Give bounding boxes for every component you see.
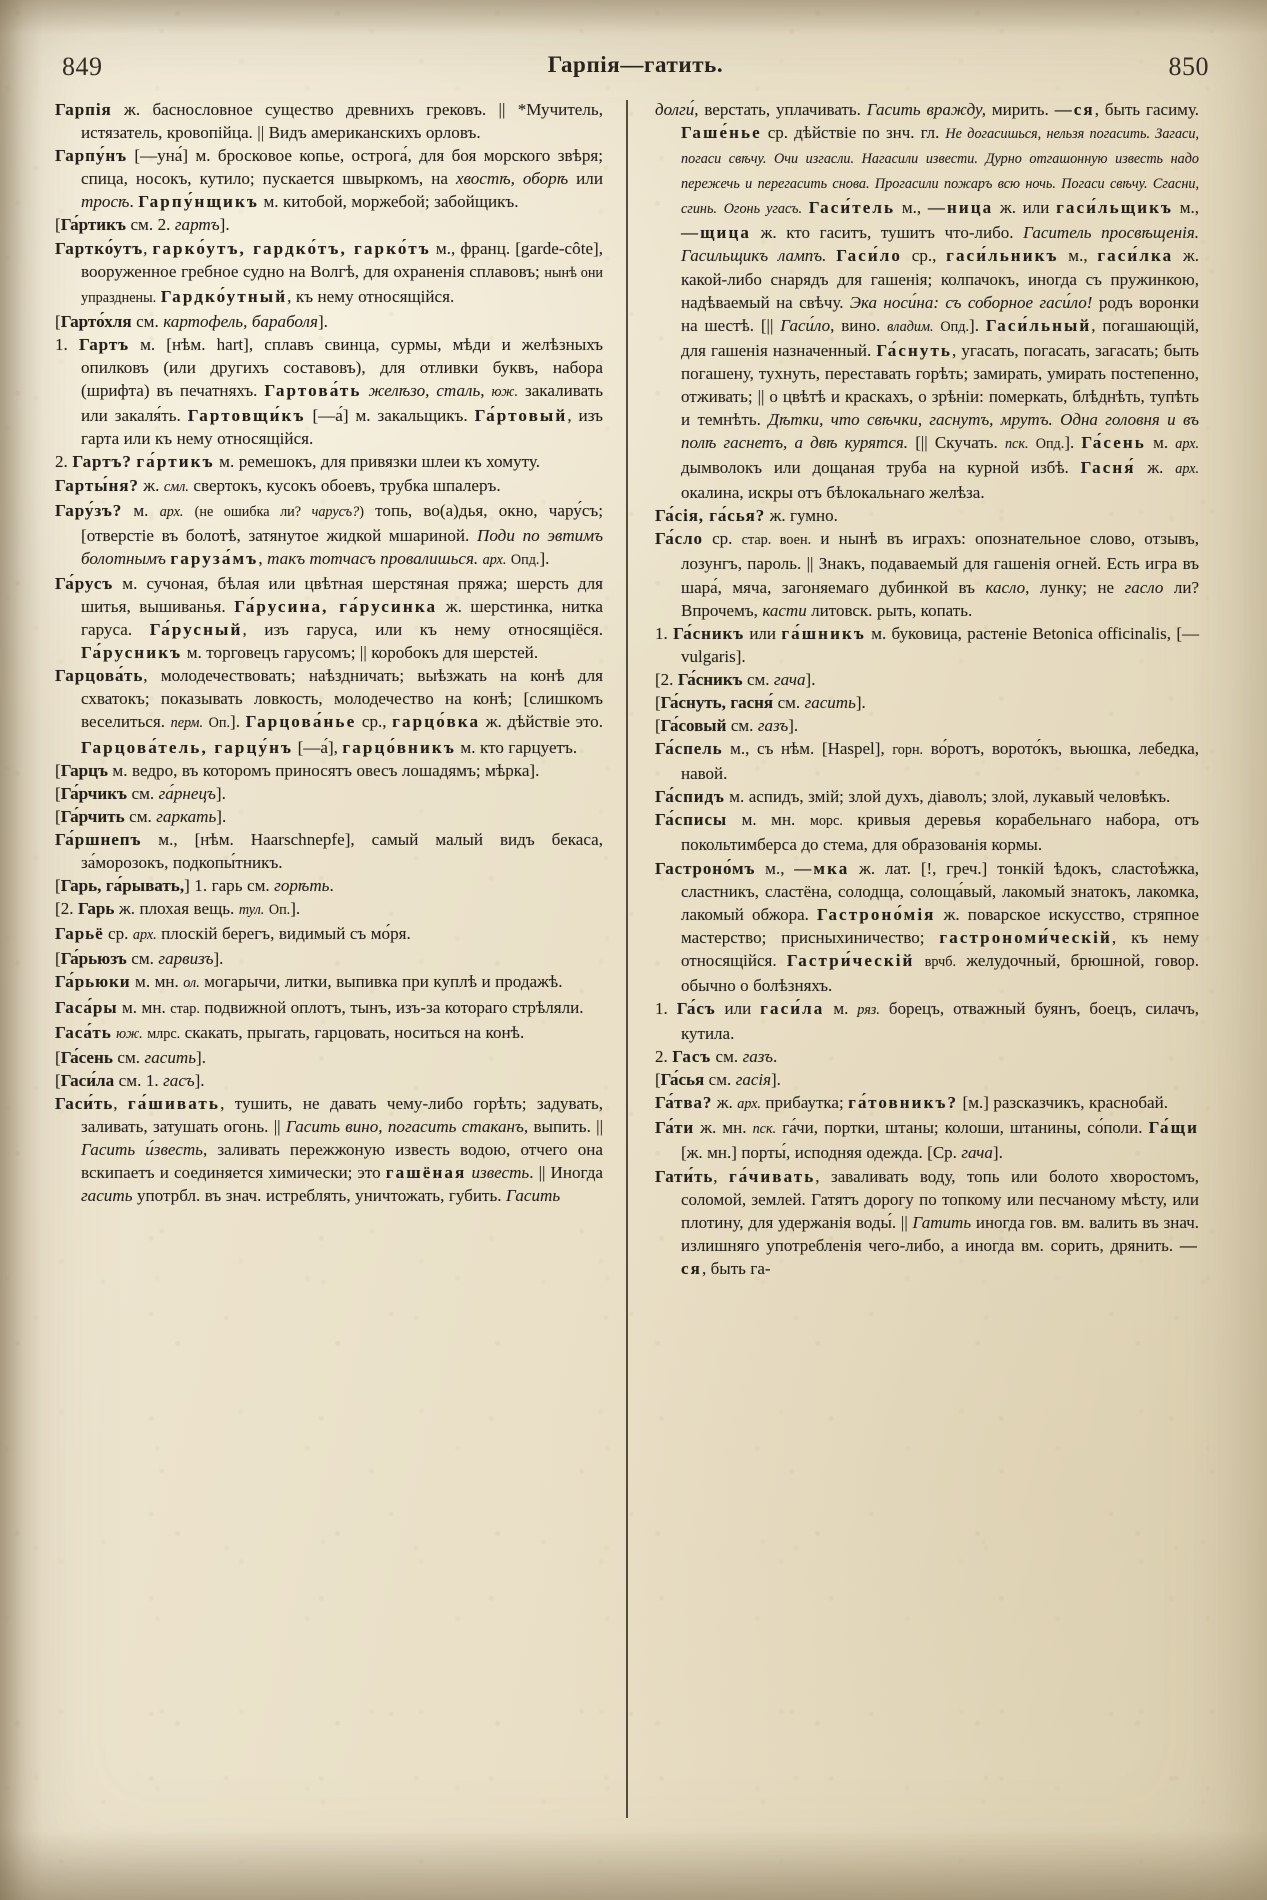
dictionary-entry-gaspid: Га́спидъ м. аспидъ, змій; злой духъ, діаволъ; злой, лукавый человѣкъ.: [655, 787, 1171, 807]
page-top-shadow: [0, 0, 1267, 34]
dictionary-entry-gatit: Гати́ть, га́чивать, заваливать воду, топь или болото хворостомъ, соломой, землей. Гатятъ дорогу по топкому или песчаному мѣсту, или плотину, для удержанія воды́. || Гатить иногда гов. вм. валить въ знач. излишняго употребленія чего-либо, а иногда вм. сорить, дрянить. —ся, быть га-: [655, 1166, 1199, 1278]
dictionary-entry-gaspisy: Га́списы м. мн. морс. кривыя деревья корабельнаго набора, отъ покольтимберса до стема, для образованія кормы.: [655, 810, 1199, 855]
dictionary-entry-gartynya: Гарты́ня? ж. смл. свертокъ, кусокъ обоевъ, трубка шпалеръ.: [55, 475, 501, 495]
dictionary-entry-gasen: [Га́сень см. гасить].: [55, 1047, 206, 1067]
dictionary-entry-gartsovat: Гарцова́ть, молодечествовать; наѣздничать; выѣзжать на конѣ для схватокъ; показывать ловкость, молодечество на конѣ; [слишкомъ веселиться. перм. Оп.]. Гарцова́нье ср., гарцо́вка ж. дѣйствіе это. Гарцова́тель, гарцу́нъ [—а́], гарцо́вникъ м. кто гарцуетъ.: [55, 666, 603, 757]
dictionary-entry-gastronom: Гастроно́мъ м., —мка ж. лат. [!, греч.] тонкій ѣдокъ, сластоѣжка, сластникъ, сластёна, солодща, солоща́вый, лакомый знатокъ, лакомка, лакомый обжора. Гастроно́мія ж. поварское искусство, стряпное мастерство; присныхиничество; гастрономи́ческій, къ нему относящійся. Гастри́ческій врчб. желудочный, брюшной, говор. обычно о болѣзняхъ.: [655, 858, 1200, 995]
running-title: Гарпія—гатить.: [547, 52, 724, 77]
dictionary-entry-gartik: [Га́ртикъ см. 2. гартъ].: [55, 215, 230, 235]
right-column: [635, 98, 1199, 1843]
left-column: [55, 98, 619, 1843]
dictionary-entry-gatva: Га́тва? ж. арх. прибаутка; га́товникъ? [м.] разсказчикъ, краснобай.: [655, 1093, 1168, 1113]
running-head: [62, 52, 1209, 82]
dictionary-entry-garuz: Гару́зъ? м. арх. (не ошибка ли? чарусъ?) топь, во(а)дья, окно, чару́съ; [отверстіе въ болотѣ, затянутое жидкой мшариной. Поди по эвтимъ болотнымъ гаруза́мъ, такъ тотчасъ провалишься. арх. Опд.].: [55, 500, 603, 568]
dictionary-entry-gaspel: Га́спель м., съ нѣм. [Haspel], горн. во́ротъ, ворото́къ, вьюшка, лебедка, навой.: [655, 739, 1199, 784]
dictionary-entry-gasnik1: 1. Га́сникъ или га́шникъ м. буковица, растеніе Betonica officinalis, [— vulgaris].: [655, 623, 1199, 666]
column-divider-rule: [626, 100, 628, 1818]
dictionary-entry-gasiya: Га́сія, га́сья? ж. гумно.: [655, 506, 838, 526]
dictionary-entry-gasit-cont: долги́, верстать, уплачивать. Гасить вражду, мирить. —ся, быть гасиму. Гаше́нье ср. дѣйствіе по знч. гл. Не догасишься, нельзя погасить. Загаси, погаси свѣчу. Очи изгасли. Нагасили извести. Дурно отгашонную известь надо пережечь и перегасить снова. Прогасили пожаръ всю ночь. Погаси свѣчу. Сгасни, сгинь. Огонь угасъ. Гаси́тель м., —ница ж. или гаси́льщикъ м., —щица ж. кто гаситъ, тушитъ что-либо. Гаситель просвѣщенія. Гасильщикъ лампъ. Гаси́ло ср., гаси́льникъ м., гаси́лка ж. какой-либо снарядъ для гашенія; колпачокъ, иногда съ пружинкою, надѣваемый на свѣчу. Эка носи́на: съ соборное гаси́ло! родъ воронки на шестѣ. [|| Гаси́ло, вино. владим. Опд.]. Гаси́льный, погашающій, для гашенія назначенный. Га́снуть, угасать, погасать, загасать; быть погашену, тухнуть, переставать горѣть; замирать, умирать постепенно, отживать; || о цвѣтѣ и краскахъ, о зрѣніи: померкать, блѣднѣть, тупѣть и темнѣть. Дѣтки, что свѣчки, гаснутъ, мрутъ. Одна головня и въ полѣ гаснетъ, а двѣ курятся. [|| Скучать. пск. Опд.]. Га́сень м. арх. дымволокъ или дощаная труба на курной избѣ. Гасня́ ж. арх. окалина, искры отъ бѣлокальнаго желѣза.: [655, 100, 1200, 503]
dictionary-entry-gasila: [Гаси́ла см. 1. гасъ].: [55, 1070, 205, 1090]
dictionary-entry-gas2: 2. Гасъ см. газъ.: [655, 1047, 778, 1067]
columns-container: [55, 98, 1215, 1843]
dictionary-entry-gartokhlya: [Гарто́хля см. картофель, бараболя].: [55, 311, 328, 331]
dictionary-entry-gasya: [Га́сья см. гасія].: [655, 1070, 781, 1090]
dictionary-entry-gasnut: [Га́снуть, гасня́ см. гасить].: [655, 692, 866, 712]
dictionary-entry-garchit: [Га́рчить см. гаркать].: [55, 806, 227, 826]
dictionary-entry-garpiya: Гарпія ж. баснословное существо древнихъ грековъ. || *Мучитель, истязатель, кровопійца. || Видъ американскихъ орловъ.: [55, 100, 603, 143]
dictionary-entry-gasovyi: [Га́совый см. газъ].: [655, 716, 799, 736]
dictionary-entry-garchik: [Га́рчикъ см. га́рнецъ].: [55, 783, 226, 803]
dictionary-entry-garts: [Гарцъ м. ведро, въ которомъ приносятъ овесъ лошадямъ; мѣрка].: [55, 760, 540, 780]
dictionary-entry-gartkout: Гартко́утъ, гарко́утъ, гардко́тъ, гарко́тъ м., франц. [garde-côte], вооруженное гребное судно на Волгѣ, для охраненія сплавовъ; нынѣ они упразднены. Гардко́утный, къ нему относящійся.: [55, 238, 603, 306]
dictionary-entry-garus: Га́русъ м. сучоная, бѣлая или цвѣтная шерстяная пряжа; шерсть для шитья, вышиванья. Га́русина, га́русинка ж. шерстинка, нитка гаруса. Га́русный, изъ гаруса, или къ нему относящіёся. Га́русникъ м. торговецъ гарусомъ; || коробокъ для шерстей.: [55, 573, 603, 663]
folio-left: 849: [62, 52, 103, 81]
dictionary-entry-gar1: [Гарь, га́рывать,] 1. гарь см. горѣть.: [55, 876, 334, 896]
dictionary-entry-gasit: Гаси́ть, га́шивать, тушить, не давать чему-либо горѣть; задувать, заливать, затушать огонь. || Гасить вино, погасить стаканъ, выпить. || Гасить и́звесть, заливать пережжоную известь водою, отчего она вскипаетъ и соединяется химически; это гашёная известь. || Иногда гасить употрбл. въ знач. истреблять, уничтожать, губить. Гасить: [55, 1093, 604, 1206]
dictionary-entry-gart1: 1. Гартъ м. [нѣм. hart], сплавъ свинца, сурмы, мѣди и желѣзныхъ опилковъ (или другихъ составовъ), для отливки буквъ, набора (шрифта) въ печатняхъ. Гартова́ть желѣзо, сталь, юж. закаливать или закаля́ть. Гартовщи́къ [—а́] м. закальщикъ. Га́ртовый, изъ гарта или къ нему относящійся.: [55, 334, 604, 449]
dictionary-entry-gart2: 2. Гартъ? га́ртикъ м. ремешокъ, для привязки шлеи къ хомуту.: [55, 452, 540, 472]
dictionary-entry-garpun: Гарпу́нъ [—уна́] м. бросковое копье, острога́, для боя морского звѣря; спица, носокъ, кутило; пускается швыркомъ, на хвостѣ, оборѣ или тросѣ. Гарпу́нщикъ м. китобой, моржебой; забойщикъ.: [55, 146, 603, 212]
dictionary-entry-garyo: Гарьё ср. арх. плоскій берегъ, видимый съ мо́ря.: [55, 924, 411, 944]
dictionary-entry-gasat: Гаса́ть юж. млрс. скакать, прыгать, гарцовать, носиться на конѣ.: [55, 1022, 525, 1042]
folio-right: 850: [1168, 52, 1209, 81]
dictionary-entry-gasary: Гаса́ры м. мн. стар. подвижной оплотъ, тынъ, изъ-за котораго стрѣляли.: [55, 997, 584, 1017]
dictionary-entry-gati: Га́ти ж. мн. пск. га́чи, портки, штаны; колоши, штанины, со́поли. Га́щи [ж. мн.] порты́, исподняя одежда. [Ср. гача].: [655, 1118, 1199, 1163]
dictionary-entry-gas1: 1. Га́съ или гаси́ла м. ряз. борецъ, отважный буянъ, боецъ, силачъ, кутила.: [655, 998, 1199, 1044]
dictionary-entry-garyuz: [Га́рьюзъ см. гарвизъ].: [55, 949, 224, 969]
dictionary-entry-garshnep: Га́ршнепъ м., [нѣм. Haarschnepfe], самый малый видъ бекаса, за́морозокъ, подкопы́тникъ.: [55, 829, 603, 872]
dictionary-entry-garyuki: Га́рьюки м. мн. ол. могарычи, литки, выпивка при куплѣ и продажѣ.: [55, 972, 563, 992]
dictionary-entry-gaslo: Га́сло ср. стар. воен. и нынѣ въ играхъ: опознательное слово, отзывъ, лозунгъ, пароль. || Знакъ, подаваемый для гашенія огней. Есть игра въ шара́, мяча, загоняемаго дубинкой въ касло, лунку; не гасло ли? Впрочемъ, касти литовск. рыть, копать.: [655, 529, 1200, 620]
page-left-shadow: [0, 0, 42, 1900]
dictionary-entry-gar2: [2. Гарь ж. плохая вещь. тул. Оп.].: [55, 899, 301, 919]
dictionary-entry-gasnik2: [2. Га́сникъ см. гача].: [655, 669, 816, 689]
